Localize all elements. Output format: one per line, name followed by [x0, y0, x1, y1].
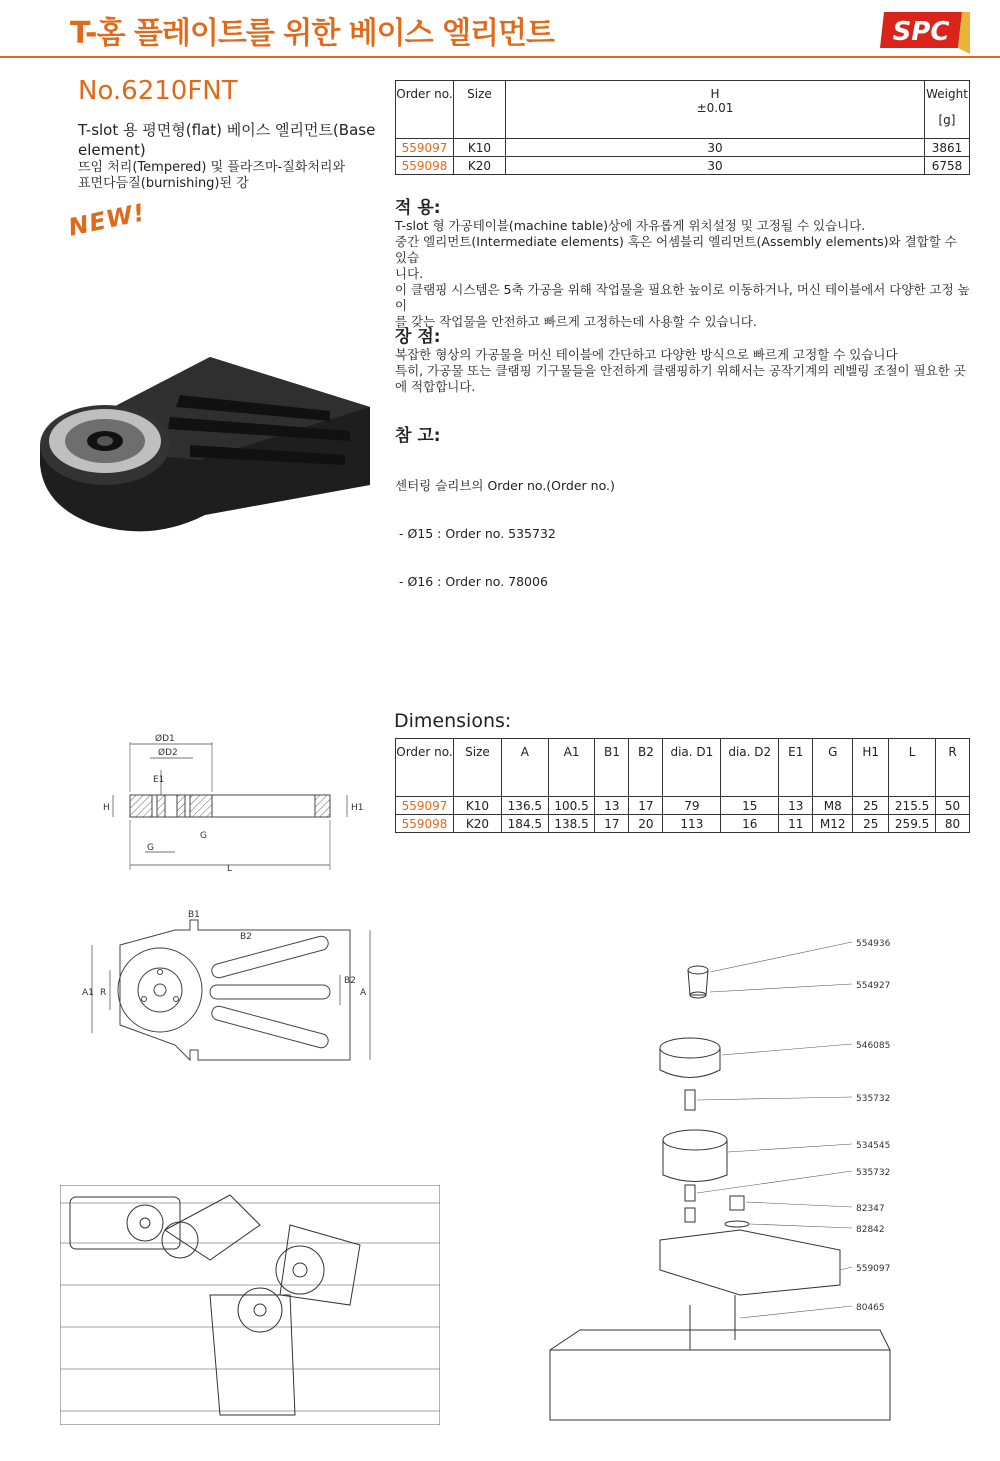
dim-cell: 13 [595, 797, 629, 815]
spec-header-h: H ±0.01 [506, 81, 925, 139]
apply-text: T-slot 형 가공테이블(machine table)상에 자유롭게 위치설정 및 고정될 수 있습니다. 중간 엘리먼트(Intermediate elements) 혹은 어셈블리 엘리먼트(Assembly elements)와 결합할 수 있습 니다. 이 클램핑 시스템은 5축 가공을 위해 작업물을 필요한 높이로 이동하거나, 머신 테이블에서 다양한 고정 높이 를 갖는 작업물을 안전하고 빠르게 고정하는데 사용할 수 있습니다. [395, 218, 970, 329]
dim-header: A1 [548, 739, 595, 797]
part-label: 559097 [856, 1264, 891, 1274]
label-g-right: G [200, 831, 207, 841]
dim-cell: 80 [936, 815, 970, 833]
label-g-left: G [147, 843, 154, 853]
label-d2: ØD2 [158, 748, 178, 758]
dim-header: dia. D2 [721, 739, 779, 797]
page-title: T-홈 플레이트를 위한 베이스 엘리먼트 [70, 16, 554, 51]
label-b2-side: B2 [344, 976, 356, 986]
h-cell: 30 [506, 157, 925, 175]
label-b1: B1 [188, 910, 200, 920]
spec-header-weight: Weight [g] [925, 81, 970, 139]
note-title: 참 고: [395, 426, 441, 446]
dim-cell: 17 [595, 815, 629, 833]
label-l: L [227, 864, 233, 874]
table-row [396, 139, 970, 157]
spec-table [395, 80, 970, 175]
part-label: 80465 [856, 1303, 885, 1313]
dim-cell: 259.5 [889, 815, 936, 833]
note-text: 센터링 슬리브의 Order no.(Order no.) - Ø15 : Order no. 535732 - Ø16 : Order no. 78006 [395, 478, 615, 589]
side-section-drawing [95, 730, 375, 875]
label-r: R [100, 988, 107, 998]
exploded-view-drawing [540, 930, 900, 1430]
weight-cell: 3861 [925, 139, 970, 157]
size-cell: K20 [454, 157, 506, 175]
dim-header: Order no. [396, 739, 454, 797]
logo-text: SPC [892, 17, 950, 47]
dimensions-title: Dimensions: [394, 710, 512, 732]
table-row [396, 157, 970, 175]
label-e1: E1 [153, 775, 165, 785]
dim-header: B1 [595, 739, 629, 797]
product-desc-line4: 표면다듬질(burnishing)된 강 [78, 176, 249, 191]
application-example-drawing [60, 1185, 440, 1425]
product-desc-line1: T-slot 용 평면형(flat) 베이스 엘리먼트(Base [78, 121, 376, 139]
part-label: 546085 [856, 1041, 891, 1051]
size-cell: K10 [454, 139, 506, 157]
order-number: 559097 [396, 797, 454, 815]
part-label: 534545 [856, 1141, 891, 1151]
dim-cell: 25 [853, 815, 889, 833]
weight-cell: 6758 [925, 157, 970, 175]
dim-header: dia. D1 [663, 739, 721, 797]
dimensions-table [395, 738, 970, 833]
product-desc-line3: 뜨임 처리(Tempered) 및 플라즈마-질화처리와 [78, 160, 345, 175]
dim-cell: 100.5 [548, 797, 595, 815]
dim-cell: 215.5 [889, 797, 936, 815]
dim-header: R [936, 739, 970, 797]
dim-cell: 17 [629, 797, 663, 815]
dim-cell: 11 [779, 815, 813, 833]
merit-text: 복잡한 형상의 가공물을 머신 테이블에 간단하고 다양한 방식으로 빠르게 고정할 수 있습니다 특히, 가공물 또는 클램핑 기구물들을 안전하게 클램핑하기 위해서는 공작기계의 레벨링 조절이 필요한 곳 에 적합합니다. [395, 347, 966, 394]
spec-header-order: Order no. [396, 81, 454, 139]
order-number: 559098 [396, 157, 454, 175]
merit-title: 장 점: [395, 327, 441, 347]
spc-logo [878, 8, 970, 54]
dim-cell: 16 [721, 815, 779, 833]
dim-header: L [889, 739, 936, 797]
top-view-drawing [80, 905, 380, 1075]
size-cell: K10 [454, 797, 502, 815]
label-a: A [360, 988, 367, 998]
table-row [396, 797, 970, 815]
dim-header: G [813, 739, 853, 797]
size-cell: K20 [454, 815, 502, 833]
dim-header: Size [454, 739, 502, 797]
dim-cell: 136.5 [502, 797, 549, 815]
part-label: 82842 [856, 1225, 885, 1235]
apply-title: 적 용: [395, 198, 441, 218]
dim-header: H1 [853, 739, 889, 797]
dim-cell: 20 [629, 815, 663, 833]
product-desc-line2: element) [78, 141, 146, 159]
dim-cell: M12 [813, 815, 853, 833]
dim-cell: 138.5 [548, 815, 595, 833]
order-number: 559097 [396, 139, 454, 157]
product-photo [30, 345, 380, 545]
spec-header-size: Size [454, 81, 506, 139]
table-row [396, 815, 970, 833]
order-number: 559098 [396, 815, 454, 833]
header-rule [0, 56, 1000, 58]
dim-cell: 13 [779, 797, 813, 815]
dim-header: A [502, 739, 549, 797]
part-label: 554927 [856, 981, 891, 991]
part-label: 535732 [856, 1094, 891, 1104]
label-h: H [103, 803, 110, 813]
dim-cell: M8 [813, 797, 853, 815]
part-label: 82347 [856, 1204, 885, 1214]
product-number: No.6210FNT [78, 76, 238, 106]
dim-cell: 184.5 [502, 815, 549, 833]
dim-cell: 79 [663, 797, 721, 815]
label-d1: ØD1 [155, 734, 175, 744]
new-badge: NEW! [65, 198, 148, 242]
part-label: 535732 [856, 1168, 891, 1178]
dim-cell: 113 [663, 815, 721, 833]
dim-cell: 15 [721, 797, 779, 815]
part-label: 554936 [856, 939, 891, 949]
label-a1: A1 [82, 988, 94, 998]
h-cell: 30 [506, 139, 925, 157]
label-h1: H1 [351, 803, 364, 813]
dim-header: B2 [629, 739, 663, 797]
dim-cell: 25 [853, 797, 889, 815]
label-b2-top: B2 [240, 932, 252, 942]
dim-cell: 50 [936, 797, 970, 815]
dim-header: E1 [779, 739, 813, 797]
